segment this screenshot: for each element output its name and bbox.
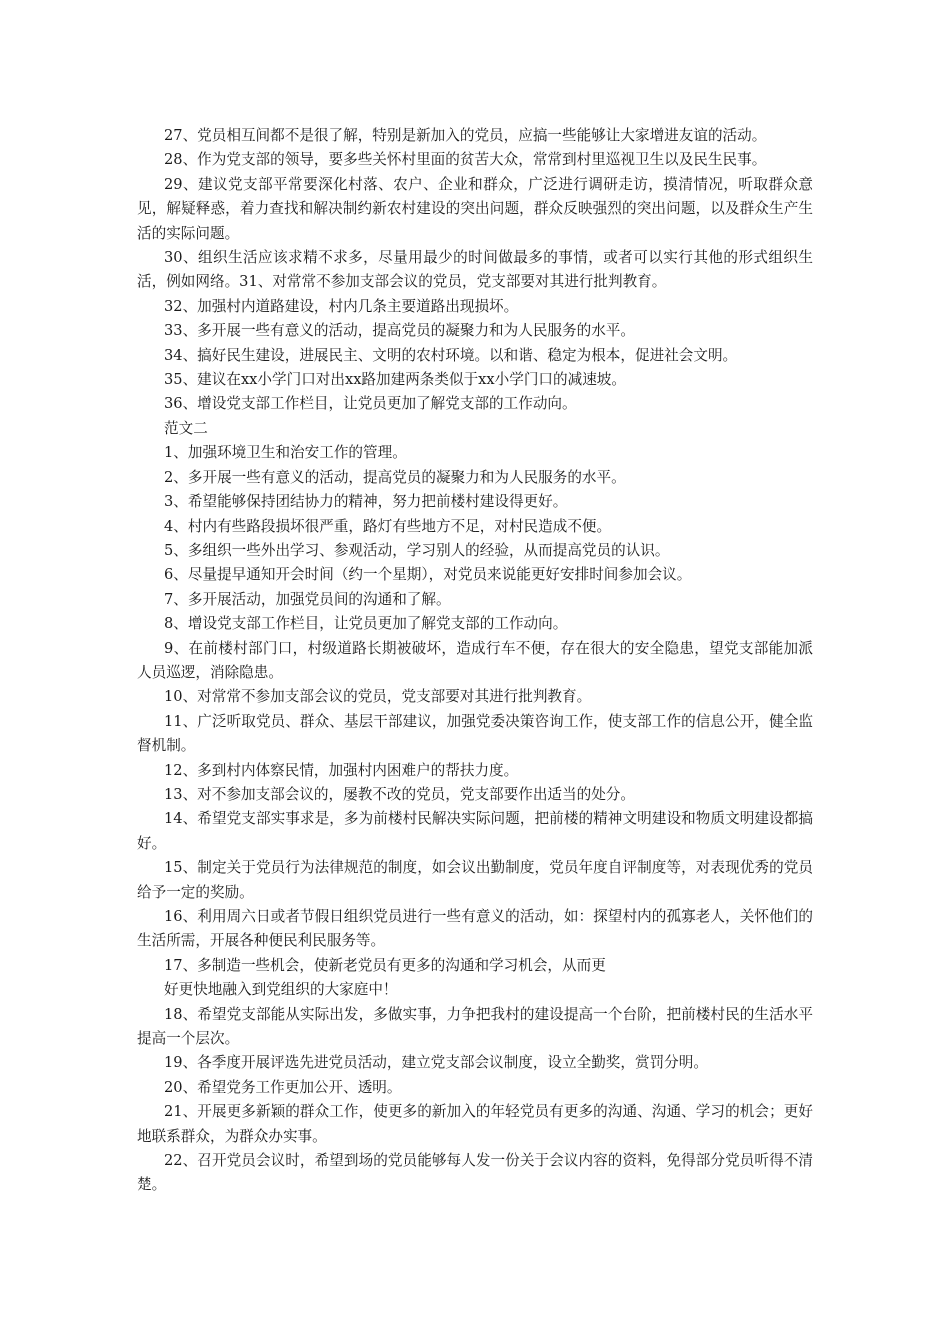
paragraph-15: 15、制定关于党员行为法律规范的制度，如会议出勤制度，党员年度自评制度等，对表现优秀的党员给予一定的奖励。 [137, 859, 813, 901]
paragraph-11: 11、广泛听取党员、群众、基层干部建议，加强党委决策咨询工作，使支部工作的信息公开，健全监督机制。 [137, 712, 813, 755]
paragraph-35: 35、建议在xx小学门口对出xx路加建两条类似于xx小学门口的减速坡。 [164, 371, 626, 389]
paragraph-2: 2、多开展一些有意义的活动，提高党员的凝聚力和为人民服务的水平。 [164, 468, 626, 486]
paragraph-20: 20、希望党务工作更加公开、透明。 [164, 1078, 402, 1096]
paragraph-12: 12、多到村内体察民情，加强村内困难户的帮扶力度。 [164, 761, 519, 779]
paragraph-10: 10、对常常不参加支部会议的党员，党支部要对其进行批判教育。 [164, 688, 592, 706]
paragraph-21: 21、开展更多新颖的群众工作，使更多的新加入的年轻党员有更多的沟通、沟通、学习的机会；更好地联系群众，为群众办实事。 [137, 1103, 813, 1145]
paragraph-7: 7、多开展活动，加强党员间的沟通和了解。 [164, 590, 451, 608]
paragraph-5: 5、多组织一些外出学习、参观活动，学习别人的经验，从而提高党员的认识。 [164, 541, 670, 559]
section-heading: 范文二 [164, 419, 208, 437]
paragraph-17: 17、多制造一些机会，使新老党员有更多的沟通和学习机会，从而更 [164, 956, 606, 974]
paragraph-8: 8、增设党支部工作栏目，让党员更加了解党支部的工作动向。 [164, 615, 568, 633]
paragraph-9: 9、在前楼村部门口，村级道路长期被破坏，造成行车不便，存在很大的安全隐患，望党支部能加派人员巡逻，消除隐患。 [137, 639, 813, 681]
paragraph-4: 4、村内有些路段损坏很严重，路灯有些地方不足，对村民造成不便。 [164, 517, 612, 535]
paragraph-13: 13、对不参加支部会议的，屡教不改的党员，党支部要作出适当的处分。 [164, 785, 635, 803]
paragraph-27: 27、党员相互间都不是很了解，特别是新加入的党员，应搞一些能够让大家增进友谊的活动。 [164, 127, 767, 144]
paragraph-22: 22、召开党员会议时，希望到场的党员能够每人发一份关于会议内容的资料，免得部分党员听得不清楚。 [137, 1152, 813, 1194]
paragraph-32: 32、加强村内道路建设，村内几条主要道路出现损坏。 [164, 297, 519, 315]
paragraph-34: 34、搞好民生建设，进展民主、文明的农村环境。以和谐、稳定为根本，促进社会文明。 [164, 346, 738, 364]
paragraph-1: 1、加强环境卫生和治安工作的管理。 [164, 444, 407, 462]
paragraph-19: 19、各季度开展评选先进党员活动，建立党支部会议制度，设立全勤奖，赏罚分明。 [164, 1054, 708, 1072]
paragraph-18: 18、希望党支部能从实际出发，多做实事，力争把我村的建设提高一个台阶，把前楼村民的生活水平提高一个层次。 [137, 1005, 813, 1048]
paragraph-36: 36、增设党支部工作栏目，让党员更加了解党支部的工作动向。 [164, 395, 577, 413]
paragraph-29: 29、建议党支部平常要深化村落、农户、企业和群众，广泛进行调研走访，摸清情况，听取群众意见，解疑释惑，着力查找和解决制约新农村建设的突出问题，群众反映强烈的突出问题，以及群众生产生活的实际问题。 [137, 175, 813, 242]
paragraph-28: 28、作为党支部的领导，要多些关怀村里面的贫苦大众，常常到村里巡视卫生以及民生民事。 [164, 151, 767, 169]
paragraph-30-31: 30、组织生活应该求精不求多，尽量用最少的时间做最多的事情，或者可以实行其他的形式组织生活，例如网络。31、对常常不参加支部会议的党员，党支部要对其进行批判教育。 [137, 249, 813, 291]
paragraph-16: 16、利用周六日或者节假日组织党员进行一些有意义的活动，如：探望村内的孤寡老人，关怀他们的生活所需，开展各种便民利民服务等。 [137, 908, 813, 950]
paragraph-33: 33、多开展一些有意义的活动，提高党员的凝聚力和为人民服务的水平。 [164, 322, 635, 340]
document-body [137, 124, 813, 1198]
paragraph-14: 14、希望党支部实事求是，多为前楼村民解决实际问题，把前楼的精神文明建设和物质文明建设都搞好。 [137, 810, 813, 852]
paragraph-6: 6、尽量提早通知开会时间（约一个星期），对党员来说能更好安排时间参加会议。 [164, 566, 692, 584]
paragraph-3: 3、希望能够保持团结协力的精神，努力把前楼村建设得更好。 [164, 493, 568, 511]
paragraph-17-continued: 好更快地融入到党组织的大家庭中！ [164, 981, 398, 999]
